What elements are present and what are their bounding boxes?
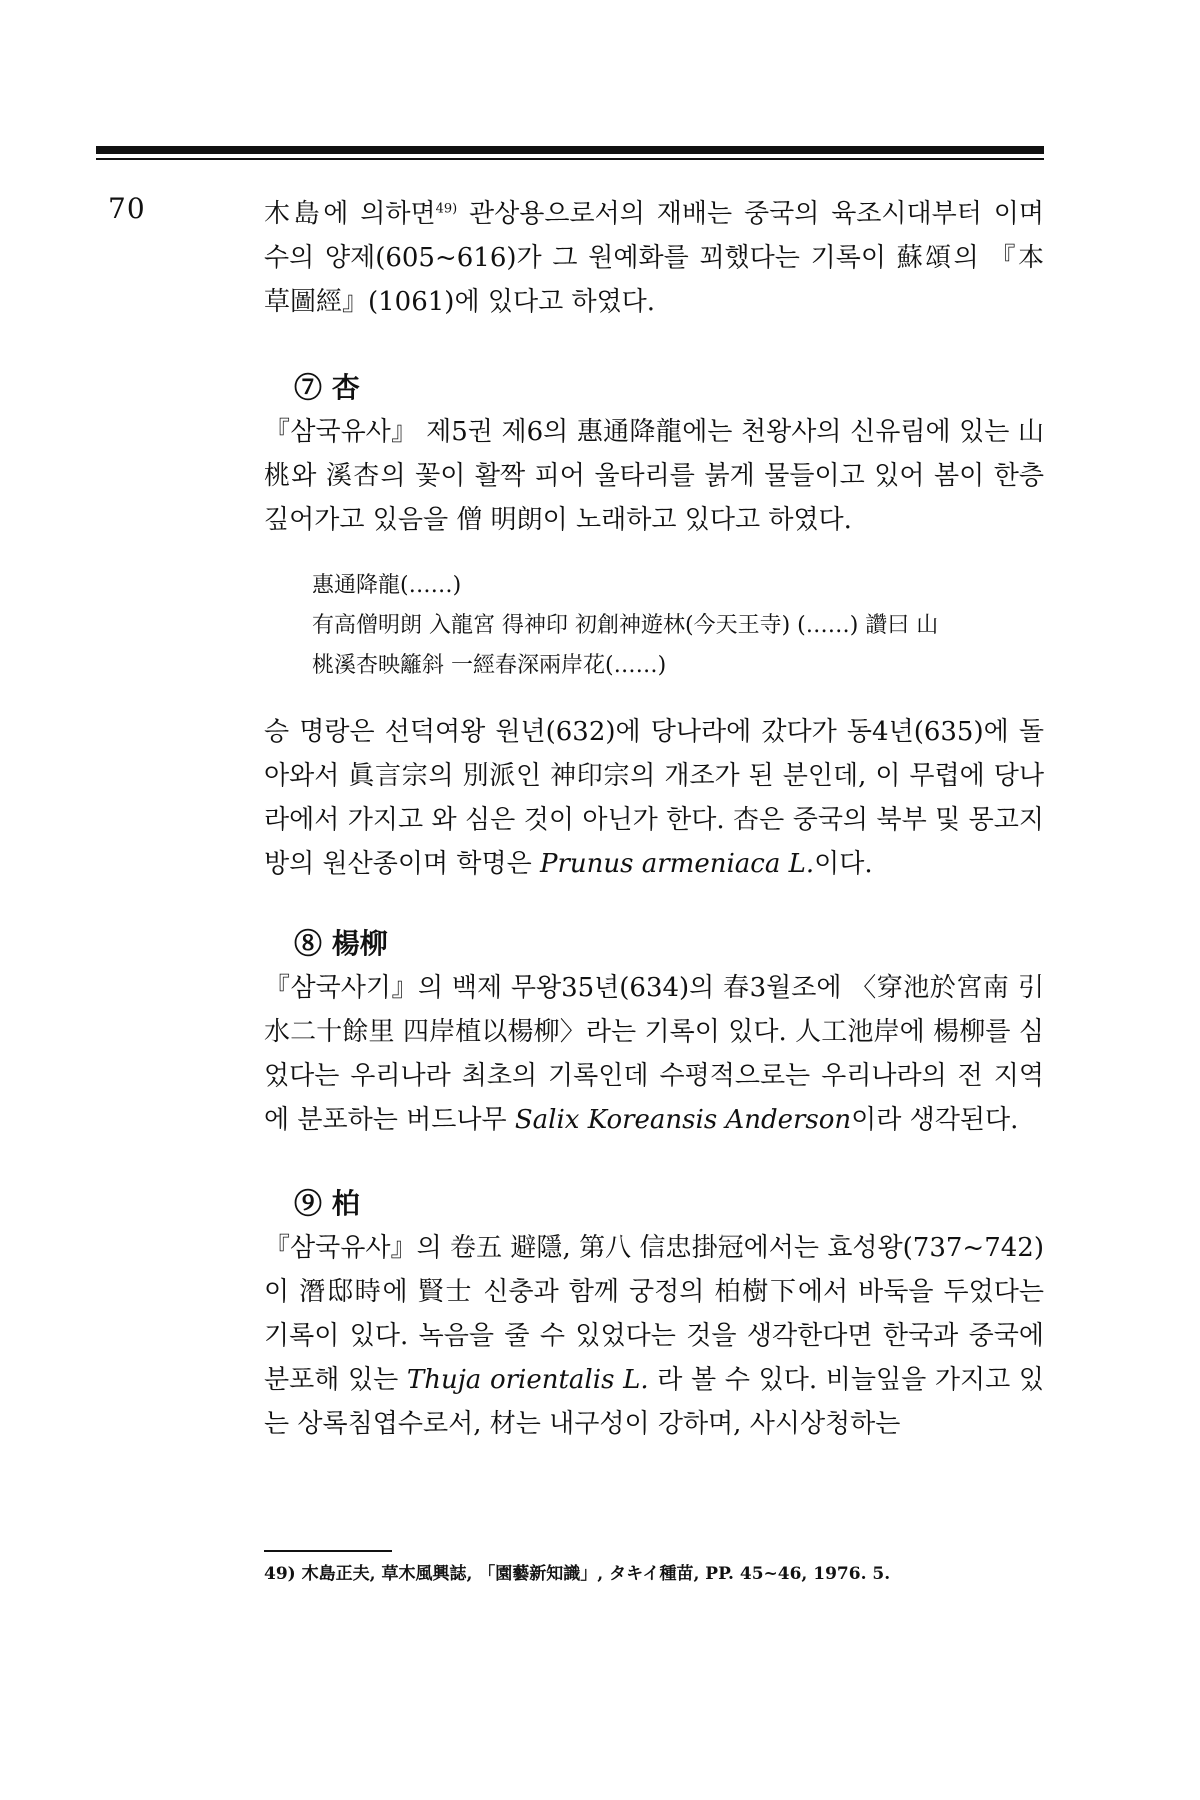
footnote-49: 49) 木島正夫, 草木風興誌, 「園藝新知識」, タキイ種苗, PP. 45~46, 1976. 5. [264,1564,891,1584]
quote-line: 有高僧明朗 入龍宮 得神印 初創神遊林(今天王寺) (……) 讚曰 山 [312,613,939,638]
apricot-paragraph-2-text: 승 명랑은 선덕여왕 원년(632)에 당나라에 갔다가 동4년(635)에 돌아와서 眞言宗의 別派인 神印宗의 개조가 된 분인데, 이 무렵에 당나라에서 가지고 와 심은 것이 아닌가 한다. 杏은 중국의 북부 및 몽고지방의 원산종이며 학명은 [264,717,1044,879]
apricot-paragraph-1: 『삼국유사』 제5권 제6의 惠通降龍에는 천왕사의 신유림에 있는 山桃와 溪杏의 꽃이 활짝 피어 울타리를 붉게 물들이고 있어 봄이 한층 깊어가고 있음을 僧 明朗이 노래하고 있다고 하였다. [264,417,1044,535]
willow-paragraph-end: 이라 생각된다. [851,1105,1019,1135]
footnote-rule [264,1550,392,1552]
willow-paragraph-text: 『삼국사기』의 백제 무왕35년(634)의 春3월조에 〈穿池於宮南 引水二十餘里 四岸植以楊柳〉라는 기록이 있다. 人工池岸에 楊柳를 심었다는 우리나라 최초의 기록인데 수평적으로는 우리나라의 전 지역에 분포하는 버드나무 [264,973,1044,1135]
page-body [264,192,1044,1446]
apricot-paragraph-2-end: 이다. [814,849,873,879]
apricot-paragraph-2 [264,710,1044,886]
scientific-name-apricot: Prunus armeniaca L. [539,849,815,879]
cypress-paragraph-end: 라 볼 수 있다. 비늘잎을 가지고 있는 상록침엽수로서, 材는 내구성이 강하며, 사시상청하는 [264,1365,1044,1439]
intro-text-rest: 관상용으로서의 재배는 중국의 육조시대부터 이며 수의 양제(605~616)가 그 원예화를 꾀했다는 기록이 蘇頌의 『本草圖經』(1061)에 있다고 하였다. [264,199,1044,317]
quote-line: 桃溪杏映籬斜 一經春深兩岸花(……) [312,653,667,678]
footnote-reference: 49) [435,201,458,217]
quote-line: 惠通降龍(……) [312,573,462,598]
page-number: 70 [108,192,146,225]
cypress-paragraph-text: 『삼국유사』의 卷五 避隱, 第八 信忠掛冠에서는 효성왕(737~742)이 潛邸時에 賢士 신충과 함께 궁정의 柏樹下에서 바둑을 두었다는 기록이 있다. 녹음을 줄 수 있었다는 것을 생각한다면 한국과 중국에 분포해 있는 [264,1233,1044,1395]
scientific-name-cypress: Thuja orientalis L. [406,1365,649,1395]
willow-paragraph [264,966,1044,1142]
scientific-name-willow: Salix Koreansis Anderson [514,1105,852,1135]
intro-text-start: 木島에 의하면 [264,199,436,229]
section-heading-cypress: ⑨ 柏 [294,1187,360,1220]
header-rule-thick [96,146,1044,154]
section-heading-apricot: ⑦ 杏 [294,371,360,404]
intro-paragraph [264,192,1044,324]
cypress-paragraph [264,1226,1044,1446]
section-heading-willow: ⑧ 楊柳 [294,927,388,960]
header-rule-thin [96,158,1044,160]
